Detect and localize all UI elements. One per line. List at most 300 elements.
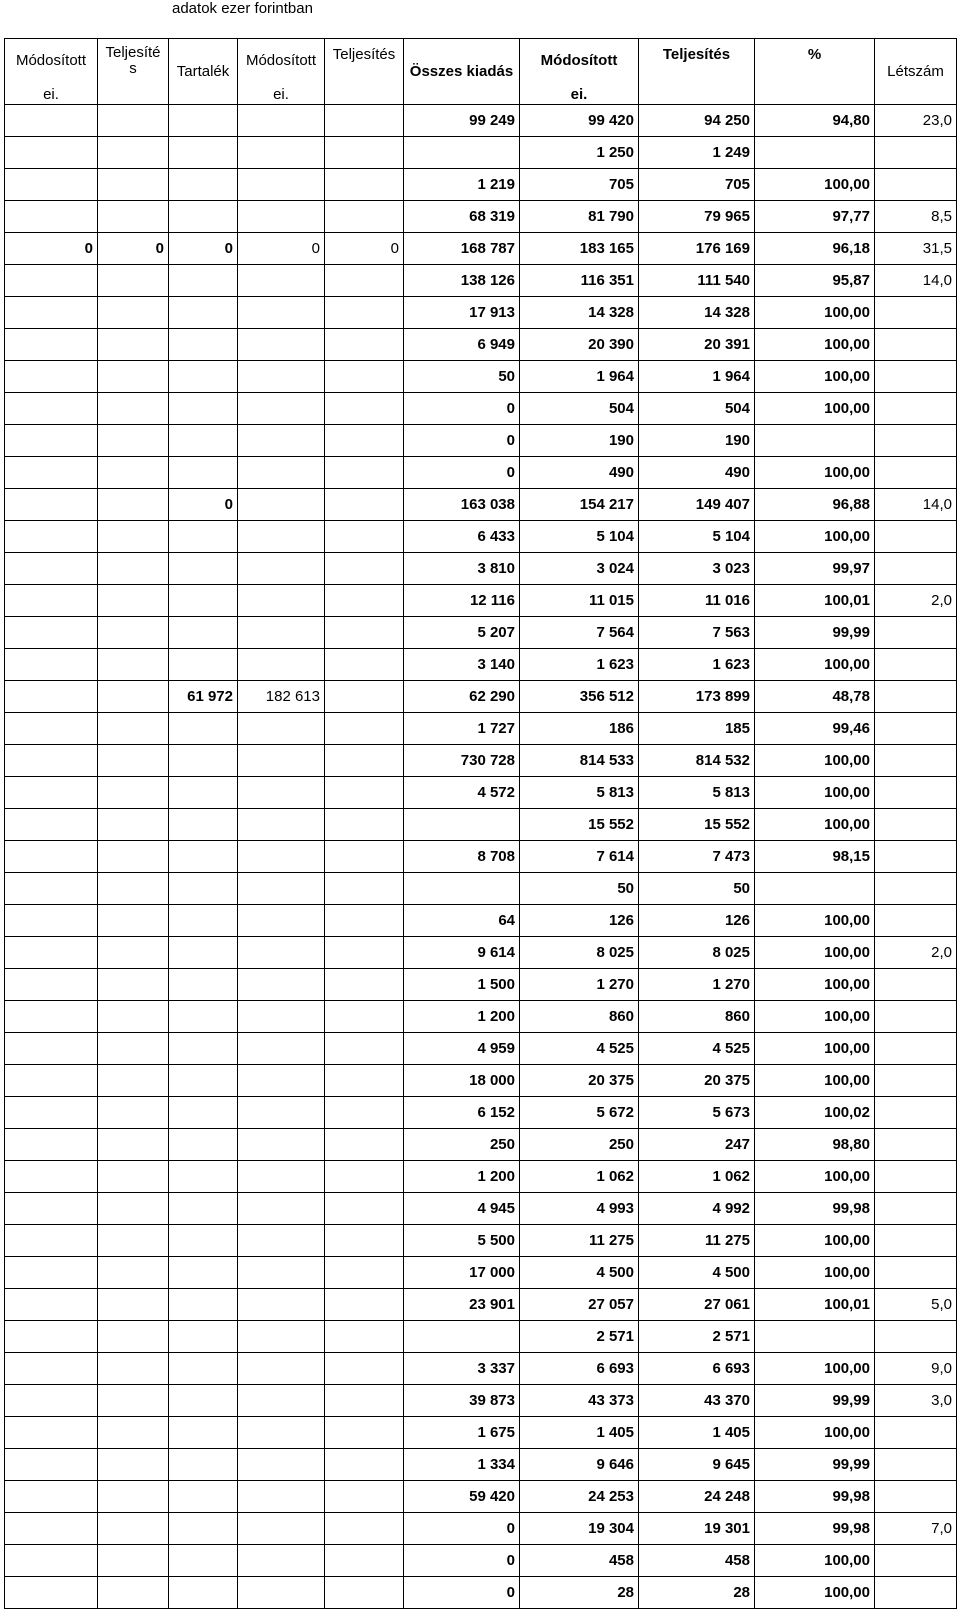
table-cell: 20 375	[520, 1065, 639, 1097]
table-cell: 99 420	[520, 105, 639, 137]
table-cell	[238, 1161, 325, 1193]
table-cell: 1 062	[520, 1161, 639, 1193]
table-cell: 100,02	[755, 1097, 875, 1129]
table-cell	[5, 1289, 98, 1321]
table-cell: 3 337	[404, 1353, 520, 1385]
header-blank-2	[98, 83, 169, 105]
table-cell	[755, 137, 875, 169]
table-cell: 504	[639, 393, 755, 425]
table-cell: 14 328	[639, 297, 755, 329]
table-cell	[169, 1513, 238, 1545]
table-cell	[98, 777, 169, 809]
table-row	[5, 841, 957, 873]
table-row	[5, 329, 957, 361]
table-cell	[875, 969, 957, 1001]
table-cell: 99,98	[755, 1481, 875, 1513]
table-cell	[5, 617, 98, 649]
table-cell	[5, 1129, 98, 1161]
table-cell	[238, 1289, 325, 1321]
table-cell: 27 057	[520, 1289, 639, 1321]
table-cell	[98, 457, 169, 489]
table-cell: 99,98	[755, 1513, 875, 1545]
table-cell	[169, 1417, 238, 1449]
table-row	[5, 937, 957, 969]
table-cell	[238, 265, 325, 297]
table-cell	[238, 617, 325, 649]
table-cell	[325, 1161, 404, 1193]
table-cell	[98, 169, 169, 201]
table-cell	[238, 1129, 325, 1161]
table-cell: 814 533	[520, 745, 639, 777]
table-cell: 100,00	[755, 1417, 875, 1449]
table-cell: 0	[169, 233, 238, 265]
table-cell	[169, 1321, 238, 1353]
table-cell	[875, 137, 957, 169]
table-cell: 3 024	[520, 553, 639, 585]
table-cell: 1 964	[639, 361, 755, 393]
table-cell	[98, 489, 169, 521]
table-cell: 4 500	[639, 1257, 755, 1289]
table-row	[5, 169, 957, 201]
table-cell: 50	[520, 873, 639, 905]
table-cell	[325, 1065, 404, 1097]
table-cell	[5, 297, 98, 329]
table-cell: 0	[238, 233, 325, 265]
table-cell	[238, 585, 325, 617]
table-cell	[5, 841, 98, 873]
table-cell: 7 564	[520, 617, 639, 649]
table-cell	[875, 713, 957, 745]
table-row	[5, 265, 957, 297]
table-cell	[169, 105, 238, 137]
table-cell: 1 334	[404, 1449, 520, 1481]
table-cell	[169, 201, 238, 233]
table-cell: 20 390	[520, 329, 639, 361]
table-cell: 4 525	[639, 1033, 755, 1065]
table-cell: 96,88	[755, 489, 875, 521]
table-cell: 17 913	[404, 297, 520, 329]
header-modositott-1: Módosított	[5, 39, 98, 84]
table-cell: 183 165	[520, 233, 639, 265]
table-cell	[5, 1193, 98, 1225]
table-cell	[169, 937, 238, 969]
table-cell: 100,00	[755, 809, 875, 841]
table-cell	[169, 1257, 238, 1289]
table-cell	[875, 361, 957, 393]
table-cell	[404, 809, 520, 841]
table-cell	[5, 1257, 98, 1289]
table-cell	[5, 1417, 98, 1449]
table-cell	[169, 553, 238, 585]
table-cell: 19 304	[520, 1513, 639, 1545]
table-cell	[325, 649, 404, 681]
table-cell	[325, 713, 404, 745]
table-row	[5, 1193, 957, 1225]
table-cell: 100,00	[755, 1577, 875, 1609]
table-cell	[98, 745, 169, 777]
table-cell: 100,00	[755, 905, 875, 937]
table-cell: 8 025	[639, 937, 755, 969]
table-cell	[98, 1481, 169, 1513]
table-cell	[325, 1289, 404, 1321]
table-cell: 8 025	[520, 937, 639, 969]
header-teljesites-3: Teljesítés	[639, 39, 755, 105]
table-cell	[169, 1129, 238, 1161]
table-cell	[325, 1193, 404, 1225]
table-cell	[98, 201, 169, 233]
table-cell	[98, 1129, 169, 1161]
table-cell	[5, 1545, 98, 1577]
table-cell	[5, 681, 98, 713]
table-cell	[169, 617, 238, 649]
table-cell	[98, 1417, 169, 1449]
table-cell: 11 275	[639, 1225, 755, 1257]
table-cell	[169, 969, 238, 1001]
table-cell	[98, 1097, 169, 1129]
table-cell: 1 200	[404, 1161, 520, 1193]
table-row	[5, 1481, 957, 1513]
table-cell	[98, 617, 169, 649]
table-cell	[238, 1257, 325, 1289]
table-cell: 100,01	[755, 1289, 875, 1321]
table-row	[5, 617, 957, 649]
table-cell: 100,00	[755, 1353, 875, 1385]
table-cell	[98, 1449, 169, 1481]
table-cell: 23,0	[875, 105, 957, 137]
table-cell	[325, 617, 404, 649]
table-cell	[169, 1449, 238, 1481]
table-cell	[325, 489, 404, 521]
table-cell	[325, 1545, 404, 1577]
table-cell: 68 319	[404, 201, 520, 233]
table-cell	[325, 1513, 404, 1545]
table-cell: 28	[639, 1577, 755, 1609]
table-cell	[875, 681, 957, 713]
table-cell	[169, 265, 238, 297]
table-cell: 100,00	[755, 1225, 875, 1257]
table-cell: 12 116	[404, 585, 520, 617]
table-cell: 100,00	[755, 521, 875, 553]
table-cell	[875, 1481, 957, 1513]
table-cell	[5, 1001, 98, 1033]
table-cell	[98, 521, 169, 553]
table-cell	[169, 1161, 238, 1193]
table-cell: 5 104	[639, 521, 755, 553]
table-cell	[238, 393, 325, 425]
table-cell: 4 992	[639, 1193, 755, 1225]
table-cell: 356 512	[520, 681, 639, 713]
table-cell: 14 328	[520, 297, 639, 329]
table-cell: 116 351	[520, 265, 639, 297]
table-cell: 2 571	[639, 1321, 755, 1353]
table-cell	[98, 393, 169, 425]
table-cell: 100,00	[755, 745, 875, 777]
table-cell: 0	[98, 233, 169, 265]
table-cell	[5, 1225, 98, 1257]
table-cell: 100,00	[755, 937, 875, 969]
table-cell: 99,46	[755, 713, 875, 745]
table-cell: 1 675	[404, 1417, 520, 1449]
table-cell: 705	[520, 169, 639, 201]
table-cell: 5 672	[520, 1097, 639, 1129]
table-cell	[5, 1481, 98, 1513]
table-cell	[169, 457, 238, 489]
table-cell: 99 249	[404, 105, 520, 137]
table-cell: 1 405	[639, 1417, 755, 1449]
table-cell: 1 270	[639, 969, 755, 1001]
table-cell	[238, 521, 325, 553]
table-cell	[238, 1449, 325, 1481]
table-cell: 4 525	[520, 1033, 639, 1065]
table-cell: 4 945	[404, 1193, 520, 1225]
table-cell: 8,5	[875, 201, 957, 233]
table-cell	[238, 553, 325, 585]
table-cell: 100,00	[755, 393, 875, 425]
table-cell: 182 613	[238, 681, 325, 713]
table-cell	[875, 1129, 957, 1161]
table-cell	[875, 393, 957, 425]
table-cell	[5, 1577, 98, 1609]
table-cell	[98, 649, 169, 681]
table-cell: 0	[325, 233, 404, 265]
table-cell: 24 253	[520, 1481, 639, 1513]
table-cell	[98, 1033, 169, 1065]
table-cell	[404, 1321, 520, 1353]
table-row	[5, 553, 957, 585]
table-cell: 50	[404, 361, 520, 393]
table-cell	[325, 841, 404, 873]
table-cell	[238, 713, 325, 745]
table-cell: 7 473	[639, 841, 755, 873]
table-cell: 43 370	[639, 1385, 755, 1417]
table-cell	[169, 1065, 238, 1097]
table-cell: 100,00	[755, 1065, 875, 1097]
table-cell	[169, 713, 238, 745]
table-cell: 186	[520, 713, 639, 745]
table-cell: 1 727	[404, 713, 520, 745]
table-cell: 1 270	[520, 969, 639, 1001]
table-cell	[5, 1353, 98, 1385]
table-cell	[875, 1193, 957, 1225]
header-letszam: Létszám	[875, 39, 957, 105]
table-row	[5, 1001, 957, 1033]
table-cell: 458	[520, 1545, 639, 1577]
table-cell	[325, 969, 404, 1001]
table-cell	[5, 329, 98, 361]
table-cell	[755, 425, 875, 457]
table-cell	[98, 1321, 169, 1353]
table-cell	[5, 169, 98, 201]
table-cell	[238, 905, 325, 937]
table-row	[5, 681, 957, 713]
table-cell	[238, 649, 325, 681]
table-cell: 163 038	[404, 489, 520, 521]
table-row	[5, 105, 957, 137]
table-cell: 0	[404, 1513, 520, 1545]
header-ei-2: ei.	[238, 83, 325, 105]
table-cell	[325, 1577, 404, 1609]
table-cell	[875, 1417, 957, 1449]
table-cell	[238, 1417, 325, 1449]
table-cell	[325, 1481, 404, 1513]
table-cell	[875, 1161, 957, 1193]
table-cell: 5 104	[520, 521, 639, 553]
table-cell: 15 552	[520, 809, 639, 841]
table-cell	[98, 1001, 169, 1033]
table-cell	[875, 553, 957, 585]
table-cell	[875, 425, 957, 457]
header-teljesites-2: Teljesítés	[325, 39, 404, 105]
table-cell: 11 015	[520, 585, 639, 617]
table-cell: 138 126	[404, 265, 520, 297]
table-cell: 95,87	[755, 265, 875, 297]
table-cell: 23 901	[404, 1289, 520, 1321]
header-modositott-3: Módosított	[520, 39, 639, 84]
table-cell	[875, 777, 957, 809]
table-row	[5, 489, 957, 521]
table-row	[5, 201, 957, 233]
table-cell	[5, 201, 98, 233]
table-cell: 9 646	[520, 1449, 639, 1481]
table-cell	[238, 329, 325, 361]
table-cell	[238, 841, 325, 873]
table-cell	[169, 873, 238, 905]
table-cell: 81 790	[520, 201, 639, 233]
table-cell: 4 500	[520, 1257, 639, 1289]
table-cell	[238, 1097, 325, 1129]
table-cell: 5 673	[639, 1097, 755, 1129]
table-row	[5, 1033, 957, 1065]
table-cell	[169, 1481, 238, 1513]
table-cell: 94 250	[639, 105, 755, 137]
table-cell: 6 433	[404, 521, 520, 553]
table-cell: 3 140	[404, 649, 520, 681]
table-cell: 5,0	[875, 1289, 957, 1321]
table-cell: 1 250	[520, 137, 639, 169]
table-cell	[325, 905, 404, 937]
table-row	[5, 1097, 957, 1129]
table-cell: 7,0	[875, 1513, 957, 1545]
table-row	[5, 713, 957, 745]
table-cell: 4 959	[404, 1033, 520, 1065]
table-cell	[325, 137, 404, 169]
table-cell	[325, 1033, 404, 1065]
table-cell: 1 500	[404, 969, 520, 1001]
table-cell	[875, 617, 957, 649]
table-cell	[5, 809, 98, 841]
table-cell: 458	[639, 1545, 755, 1577]
table-cell: 99,99	[755, 617, 875, 649]
table-cell	[238, 297, 325, 329]
table-cell	[325, 425, 404, 457]
header-ei-3: ei.	[520, 83, 639, 105]
table-cell	[98, 585, 169, 617]
table-cell	[98, 297, 169, 329]
table-cell: 100,01	[755, 585, 875, 617]
table-cell	[875, 521, 957, 553]
table-cell: 99,99	[755, 1385, 875, 1417]
table-cell: 0	[5, 233, 98, 265]
table-row	[5, 297, 957, 329]
table-cell: 100,00	[755, 457, 875, 489]
table-cell	[98, 553, 169, 585]
table-cell	[5, 265, 98, 297]
table-cell	[238, 745, 325, 777]
table-cell	[98, 361, 169, 393]
table-cell	[5, 553, 98, 585]
table-cell: 126	[520, 905, 639, 937]
table-cell: 0	[404, 1545, 520, 1577]
table-cell: 6 152	[404, 1097, 520, 1129]
table-cell: 100,00	[755, 361, 875, 393]
table-header	[5, 39, 957, 105]
table-cell: 0	[404, 393, 520, 425]
table-row	[5, 745, 957, 777]
table-cell	[875, 1257, 957, 1289]
table-cell	[875, 873, 957, 905]
table-cell	[238, 457, 325, 489]
table-cell	[169, 329, 238, 361]
table-cell: 4 993	[520, 1193, 639, 1225]
table-row	[5, 1417, 957, 1449]
table-cell	[98, 1289, 169, 1321]
table-row	[5, 521, 957, 553]
table-cell: 185	[639, 713, 755, 745]
table-cell: 62 290	[404, 681, 520, 713]
table-cell: 39 873	[404, 1385, 520, 1417]
table-row	[5, 393, 957, 425]
table-cell	[325, 1321, 404, 1353]
table-cell	[238, 169, 325, 201]
table-cell: 190	[520, 425, 639, 457]
table-cell	[325, 1417, 404, 1449]
table-cell: 0	[404, 457, 520, 489]
table-cell: 79 965	[639, 201, 755, 233]
table-cell: 96,18	[755, 233, 875, 265]
table-cell	[5, 393, 98, 425]
table-cell	[98, 1513, 169, 1545]
table-cell: 17 000	[404, 1257, 520, 1289]
table-cell: 190	[639, 425, 755, 457]
table-cell	[325, 457, 404, 489]
table-cell	[325, 1257, 404, 1289]
table-cell	[98, 1225, 169, 1257]
table-cell: 64	[404, 905, 520, 937]
table-cell: 11 275	[520, 1225, 639, 1257]
table-cell: 100,00	[755, 777, 875, 809]
table-cell	[98, 1577, 169, 1609]
table-cell	[875, 329, 957, 361]
table-cell	[98, 1545, 169, 1577]
table-cell	[98, 713, 169, 745]
table-cell: 176 169	[639, 233, 755, 265]
table-cell	[98, 1065, 169, 1097]
table-cell	[325, 585, 404, 617]
table-cell: 5 813	[520, 777, 639, 809]
table-cell	[169, 1353, 238, 1385]
table-cell	[169, 1225, 238, 1257]
table-cell	[238, 1001, 325, 1033]
table-cell: 173 899	[639, 681, 755, 713]
table-cell: 98,80	[755, 1129, 875, 1161]
table-cell: 8 708	[404, 841, 520, 873]
table-cell: 3 810	[404, 553, 520, 585]
table-cell: 168 787	[404, 233, 520, 265]
table-row	[5, 425, 957, 457]
table-cell	[404, 873, 520, 905]
table-cell	[325, 873, 404, 905]
table-row	[5, 1577, 957, 1609]
